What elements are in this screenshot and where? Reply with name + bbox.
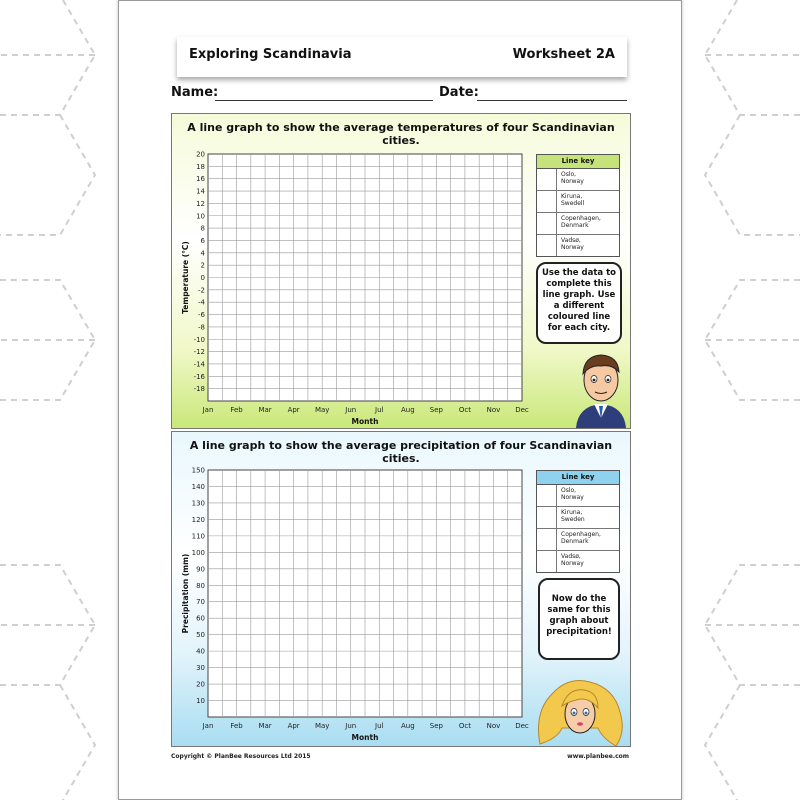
name-date-row <box>171 85 631 105</box>
y-tick-label: -16 <box>193 372 205 381</box>
y-tick-label: -18 <box>193 385 205 394</box>
x-tick-label: Sep <box>429 722 443 730</box>
website-link[interactable]: www.planbee.com <box>567 753 629 760</box>
key-label: Oslo, Norway <box>561 487 584 501</box>
y-tick-label: 16 <box>196 175 205 184</box>
y-tick-label: 20 <box>196 680 205 689</box>
y-tick-label: 2 <box>200 261 205 270</box>
x-tick-label: Dec <box>515 406 529 414</box>
key-label: Vadsø, Norway <box>561 237 584 251</box>
line-key-title: Line key <box>537 155 619 169</box>
x-tick-label: Jun <box>345 722 357 730</box>
y-tick-label: 50 <box>196 631 205 640</box>
x-tick-label: Nov <box>486 722 501 730</box>
x-tick-label: May <box>314 722 330 730</box>
y-tick-label: -2 <box>198 286 205 295</box>
girl-character-icon <box>532 672 628 747</box>
y-tick-label: 130 <box>191 499 205 508</box>
worksheet-number: Worksheet 2A <box>512 47 615 62</box>
x-tick-label: Sep <box>429 406 443 414</box>
y-tick-label: 18 <box>196 162 205 171</box>
y-tick-label: 0 <box>200 274 205 282</box>
x-tick-label: Mar <box>258 406 272 414</box>
precipitation-panel <box>171 431 631 747</box>
y-tick-label: 100 <box>191 548 205 557</box>
precipitation-line-key <box>536 470 620 573</box>
y-tick-label: 150 <box>191 466 205 475</box>
key-row <box>537 551 619 572</box>
title-banner <box>177 37 627 77</box>
key-row <box>537 191 619 213</box>
x-axis-label: Month <box>351 417 379 426</box>
x-tick-label: Aug <box>400 406 415 414</box>
y-tick-label: 10 <box>196 697 205 706</box>
worksheet-page <box>118 0 682 800</box>
name-label: Name: <box>171 85 219 100</box>
x-tick-label: Aug <box>400 722 415 730</box>
key-label: Copenhagen, Denmark <box>561 215 601 229</box>
x-tick-label: Jan <box>202 722 214 730</box>
name-field[interactable] <box>215 100 433 101</box>
key-swatch[interactable] <box>537 169 557 190</box>
y-tick-label: 4 <box>200 249 205 258</box>
girl-speech-bubble: Now do the same for this graph about precipitation! <box>538 578 620 660</box>
x-axis-label: Month <box>351 733 379 742</box>
key-label: Copenhagen, Denmark <box>561 531 601 545</box>
key-row <box>537 169 619 191</box>
key-swatch[interactable] <box>537 485 557 506</box>
y-tick-label: 120 <box>191 515 205 524</box>
y-tick-label: 30 <box>196 664 205 673</box>
y-tick-label: -8 <box>198 323 205 332</box>
key-label: Kiruna, Swedell <box>561 193 585 207</box>
y-tick-label: -12 <box>193 348 205 357</box>
y-axis-label: Temperature (°C) <box>181 241 190 314</box>
x-tick-label: Feb <box>230 406 243 414</box>
y-tick-label: 60 <box>196 614 205 623</box>
x-tick-label: Mar <box>258 722 272 730</box>
key-swatch[interactable] <box>537 235 557 256</box>
teacher-speech-bubble: Use the data to complete this line graph. Use a different coloured line for each city. <box>536 262 622 344</box>
y-tick-label: 14 <box>196 187 205 196</box>
y-tick-label: -14 <box>193 360 205 369</box>
temperature-line-key <box>536 154 620 257</box>
x-tick-label: Dec <box>515 722 529 730</box>
x-tick-label: Oct <box>458 406 471 414</box>
x-tick-label: Jun <box>345 406 357 414</box>
y-tick-label: 70 <box>196 598 205 607</box>
y-tick-label: 6 <box>200 236 205 245</box>
key-swatch[interactable] <box>537 191 557 212</box>
grid <box>208 154 522 401</box>
y-axis-label: Precipitation (mm) <box>181 553 190 634</box>
key-label: Oslo, Norway <box>561 171 584 185</box>
y-tick-label: 8 <box>200 224 205 233</box>
boy-character-icon <box>570 346 631 428</box>
worksheet-title: Exploring Scandinavia <box>189 47 352 62</box>
y-tick-label: -6 <box>198 311 205 320</box>
grid <box>208 470 522 717</box>
x-tick-label: Jul <box>375 406 384 414</box>
key-swatch[interactable] <box>537 213 557 234</box>
key-swatch[interactable] <box>537 529 557 550</box>
key-swatch[interactable] <box>537 551 557 572</box>
key-row <box>537 213 619 235</box>
temperature-panel <box>171 113 631 429</box>
date-field[interactable] <box>477 100 627 101</box>
date-label: Date: <box>439 85 479 100</box>
y-tick-label: 20 <box>196 150 205 159</box>
x-tick-label: Apr <box>287 406 300 414</box>
key-swatch[interactable] <box>537 507 557 528</box>
key-row <box>537 529 619 551</box>
y-tick-label: 40 <box>196 647 205 656</box>
x-tick-label: Jan <box>202 406 214 414</box>
key-label: Vadsø, Norway <box>561 553 584 567</box>
x-tick-label: Feb <box>230 722 243 730</box>
precipitation-chart-heading: A line graph to show the average precipitation of four Scandinavian cities. <box>189 439 613 465</box>
y-tick-label: -4 <box>198 298 205 307</box>
x-tick-label: Apr <box>287 722 300 730</box>
y-tick-label: 140 <box>191 482 205 491</box>
x-tick-label: May <box>314 406 330 414</box>
key-row <box>537 507 619 529</box>
y-tick-label: 110 <box>191 532 205 541</box>
key-row <box>537 235 619 256</box>
x-tick-label: Nov <box>486 406 501 414</box>
x-tick-label: Jul <box>375 722 384 730</box>
key-row <box>537 485 619 507</box>
y-tick-label: 10 <box>196 212 205 221</box>
y-tick-label: 90 <box>196 565 205 574</box>
x-tick-label: Oct <box>458 722 471 730</box>
line-key-title: Line key <box>537 471 619 485</box>
y-tick-label: 12 <box>196 199 205 208</box>
temperature-chart-heading: A line graph to show the average temperatures of four Scandinavian cities. <box>187 121 615 147</box>
copyright-text: Copyright © PlanBee Resources Ltd 2015 <box>171 753 311 760</box>
y-tick-label: 80 <box>196 581 205 590</box>
y-tick-label: -10 <box>193 335 205 344</box>
key-label: Kiruna, Sweden <box>561 509 585 523</box>
